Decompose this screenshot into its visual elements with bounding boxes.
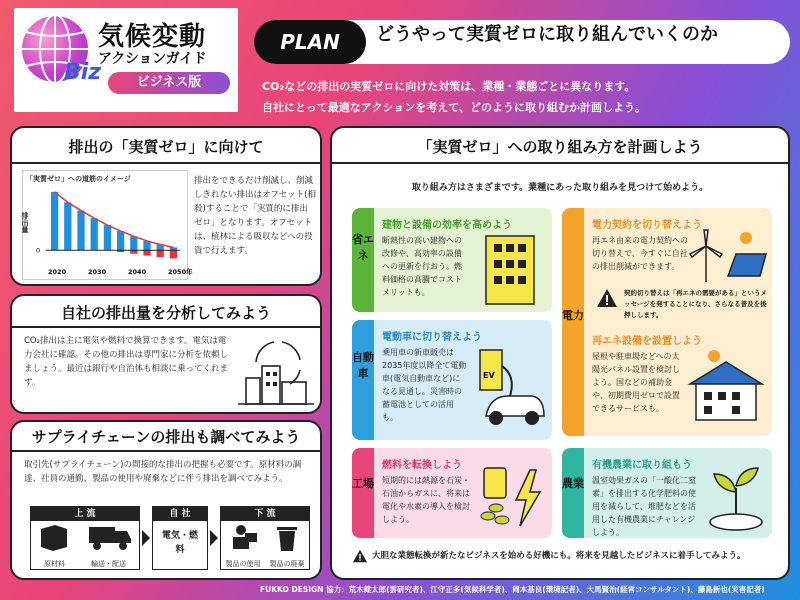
item-raw-materials: 原材料 [44,560,65,568]
item-product-disposal: 製品の廃棄 [269,560,305,568]
card-text-fuel: 短期的には熱源を石炭・石油からガスに、将来は電化や水素の導入を検討しよう。 [382,476,470,524]
card-title-fuel: 燃料を転換しよう [382,460,462,471]
logo-subtitle: アクションガイド [98,51,207,67]
intro-line-2: 自社にとって最適なアクションを考えて、どのように取り組むか計画しよう。 [262,101,647,114]
item-transport: 輸送・配送 [91,560,126,568]
chart-bar [64,202,71,250]
category-label-car: 自動車 [352,351,374,380]
plan-title: どうやって実質ゼロに取り組んでいくのか [376,24,718,45]
divider [12,326,320,328]
own-company-box [152,506,208,570]
chart-curve [55,192,174,248]
logo-badge: ビジネス版 [108,72,230,94]
analyze-panel [10,294,322,414]
analyze-text: CO₂排出は主に電気や燃料で換算できます。電気は電力会社に確認。その他の排出は専門家に分析を依頼しましょう。最近は銀行や自治体も相談に乗ってくれます。 [24,336,229,388]
net-zero-panel [10,126,322,286]
divider [332,162,788,164]
chart-x-tick: 2040 [128,268,147,276]
chart-offset-bar [157,250,164,257]
downstream-box [220,506,310,570]
plan-label: PLAN [254,20,366,64]
card-text-energy: 断熱性の高い建物への改修や、高効率の設備への更新を行おう。燃料価格の高騰でコストメリットも。 [382,236,462,297]
plan-panel [330,126,790,580]
card-title-ev: 電動車に切り替えよう [382,332,482,343]
chart-x-tick: 2030 [88,268,107,276]
wind-solar-icon [684,228,768,284]
fuel-lightning-icon [476,462,548,532]
net-zero-text: 排出をできるだけ削減し、削減しきれない排出はオフセット(相殺)することで「実質的に排出ゼロ」となります。オフセットは、植林による吸収などへの投資で行えます。 [194,176,316,256]
card-title-solar: 再エネ設備を設置しよう [592,336,702,347]
biz-logo: Biz [64,60,102,85]
warning-icon [352,548,368,562]
building-icon [476,232,546,308]
chart-ylabel: 排出量 [21,212,29,233]
chart-title: 「実質ゼロ」への道筋のイメージ [26,175,131,183]
chart-y-tick: 0 [36,246,41,255]
footer-credits: FUKKO DESIGN 協力：荒木健太郎(雲研究者)、江守正多(気候科学者)、岡本基良(環境記者)、大馬賢治(経営コンサルタント)、藤島新也(災害記者) [260,585,765,594]
sprout-icon [704,462,768,532]
card-title-energy: 建物と設備の効率を高めよう [382,220,512,231]
item-energy: 電気・燃料 [161,531,198,555]
supply-chain-panel [10,420,322,580]
category-label-energy: 省エネ [352,233,374,262]
usage-disposal-icons [221,521,308,555]
category-label-power: 電力 [562,309,584,322]
divider [12,450,320,452]
power-note: 契約切り替えは「再エネの需要がある」というメッセージを発することになり、さらなる普及を後押しします。 [624,289,767,319]
chart-bar [91,218,98,250]
chart-bar [104,225,111,250]
ev-label: EV [483,371,495,380]
chart-x-tick: 2020 [48,268,67,276]
category-label-agri: 農業 [562,477,584,490]
item-product-use: 製品の使用 [225,560,261,568]
net-zero-title: 排出の「実質ゼロ」に向けて [68,138,264,156]
house-solar-icon [684,344,768,424]
chart-bar [130,236,137,250]
chart-bar [51,192,58,250]
category-bar [352,448,374,538]
downstream-label: 下 流 [221,507,309,521]
ev-charger-icon [472,346,548,434]
plan-subtitle: 取り組み方はさまざまです。業種にあった取り組みを見つけて始めよう。 [411,183,709,193]
card-text-ev: 乗用車の新車販売は2035年度以降全て電動車(電気自動車など)になる見通し。災害時の蓄電池としての活用も。 [382,348,467,422]
chart-bar [77,211,84,251]
category-label-factory: 工場 [352,477,374,490]
supply-text: 取引先(サプライチェーン)の間接的な排出の把握も必要です。原材料の調達、社員の通勤、製品の使用や廃棄などに伴う排出を調べてみよう。 [24,460,302,484]
card-text-solar: 屋根や駐車場などへの太陽光パネル設置を検討しよう。国などの補助金や、初期費用ゼロで設置できるサービスも。 [592,352,680,413]
arrow-icon [210,530,218,546]
card-title-power-contract: 電力契約を切り替えよう [592,220,702,231]
chart-offset-bar [143,250,150,255]
card-title-organic: 有機農業に取り組もう [592,460,692,471]
arrow-icon [142,530,150,546]
materials-truck-icons [31,521,138,555]
chart-x-tick: 2050年 [168,268,193,276]
net-zero-chart [21,182,193,278]
analyze-title: 自社の排出量を分析してみよう [60,304,271,322]
building-cycle-icon [234,332,318,408]
card-text-power-contract: 再エネ由来の電力契約への切り替えで、今すぐに自社の排出削減ができます。 [592,236,688,271]
card-text-organic: 温室効果ガスの「一酸化二窒素」を排出する化学肥料の使用を減らして、堆肥などを活用した有機農業にチャレンジしよう。 [592,476,696,537]
divider [12,162,320,164]
plan-warning: 大胆な業態転換が新たなビジネスを始める好機にも。将来を見越したビジネスに着手してみよう。 [372,551,746,561]
upstream-label: 上 流 [31,507,139,521]
chart-offset-bar [170,250,177,258]
logo-title: 気候変動 [98,22,207,52]
category-bar [562,448,584,538]
own-label: 自 社 [153,507,207,521]
warning-icon [596,288,618,308]
plan-panel-title: 「実質ゼロ」への取り組み方を計画しよう [417,138,703,156]
intro-text [262,76,782,118]
intro-line-1: CO₂などの排出の実質ゼロに向けた対策は、業種・業態ごとに異なります。 [262,80,636,93]
upstream-box [30,506,140,570]
chart-offset-bar [130,250,137,254]
supply-title: サプライチェーンの排出も調べてみよう [31,428,301,446]
chart-bar [117,231,124,250]
